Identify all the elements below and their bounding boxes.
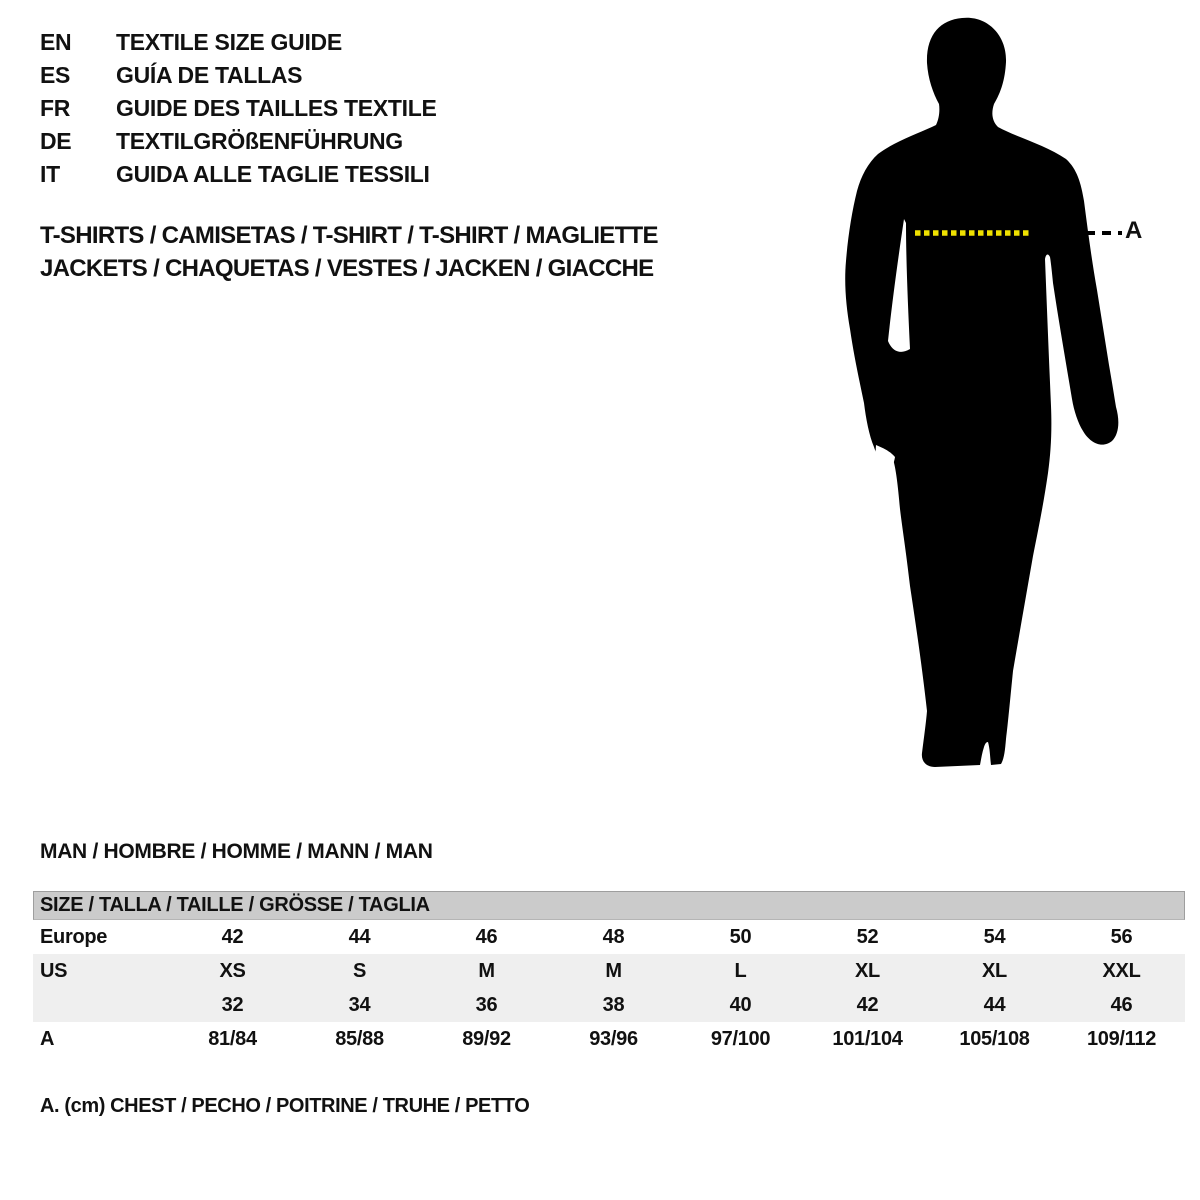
table-cell: 81/84 [208,1027,257,1050]
garment-categories [40,219,658,285]
table-row [33,954,1185,988]
table-cell: 101/104 [832,1027,903,1050]
guide-title: GUIDE DES TAILLES TEXTILE [116,95,437,121]
table-cell: L [734,959,747,982]
language-code: FR [40,95,71,121]
section-title-man: MAN / HOMBRE / HOMME / MANN / MAN [40,840,433,863]
table-cell: M [605,959,622,982]
language-code: ES [40,62,71,88]
table-cell: 105/108 [959,1027,1030,1050]
table-cell: 36 [475,993,498,1016]
guide-title: TEXTILE SIZE GUIDE [116,29,342,55]
table-row [33,988,1185,1022]
table-cell: 50 [729,925,752,948]
table-cell: 48 [602,925,625,948]
table-row-label: A [40,1027,55,1050]
table-cell: 46 [1110,993,1133,1016]
language-code: DE [40,128,72,154]
table-cell: S [352,959,367,982]
language-code: IT [40,161,60,187]
man-silhouette-figure [840,12,1150,777]
table-cell: 42 [221,925,244,948]
table-cell: 42 [856,993,879,1016]
guide-title: GUIDA ALLE TAGLIE TESSILI [116,161,430,187]
table-cell: 46 [475,925,498,948]
table-cell: XS [219,959,246,982]
table-cell: 54 [983,925,1006,948]
man-silhouette [845,18,1118,767]
table-row [33,1022,1185,1056]
table-cell: M [478,959,495,982]
table-cell: XL [982,959,1007,982]
measurement-a-label: A [1125,217,1143,244]
size-table [33,891,1185,1056]
size-table-header: SIZE / TALLA / TAILLE / GRÖSSE / TAGLIA [33,891,1185,920]
guide-title: TEXTILGRÖßENFÜHRUNG [116,128,403,154]
table-row-label: US [40,959,68,982]
language-title-list [40,26,437,191]
language-row [40,92,437,125]
chest-footnote: A. (cm) CHEST / PECHO / POITRINE / TRUHE / PETTO [40,1095,530,1117]
table-cell: 89/92 [462,1027,511,1050]
table-cell: 34 [348,993,371,1016]
table-row-label: Europe [40,925,108,948]
table-cell: 85/88 [335,1027,384,1050]
table-cell: 44 [983,993,1006,1016]
table-cell: 93/96 [589,1027,638,1050]
table-cell: 38 [602,993,625,1016]
language-row [40,26,437,59]
size-table-body [33,920,1185,1056]
language-row [40,125,437,158]
guide-title: GUÍA DE TALLAS [116,62,303,88]
table-cell: XXL [1102,959,1141,982]
table-cell: 32 [221,993,244,1016]
table-cell: 109/112 [1086,1027,1157,1050]
language-row [40,59,437,92]
table-row [33,920,1185,954]
table-cell: 52 [856,925,879,948]
table-cell: 44 [348,925,371,948]
table-cell: 56 [1110,925,1133,948]
language-row [40,158,437,191]
category-line-tshirts: T-SHIRTS / CAMISETAS / T-SHIRT / T-SHIRT / MAGLIETTE [40,222,658,249]
language-code: EN [40,29,72,55]
table-cell: 40 [729,993,752,1016]
category-line-jackets: JACKETS / CHAQUETAS / VESTES / JACKEN / GIACCHE [40,255,654,282]
table-cell: XL [855,959,880,982]
table-cell: 97/100 [710,1027,771,1050]
